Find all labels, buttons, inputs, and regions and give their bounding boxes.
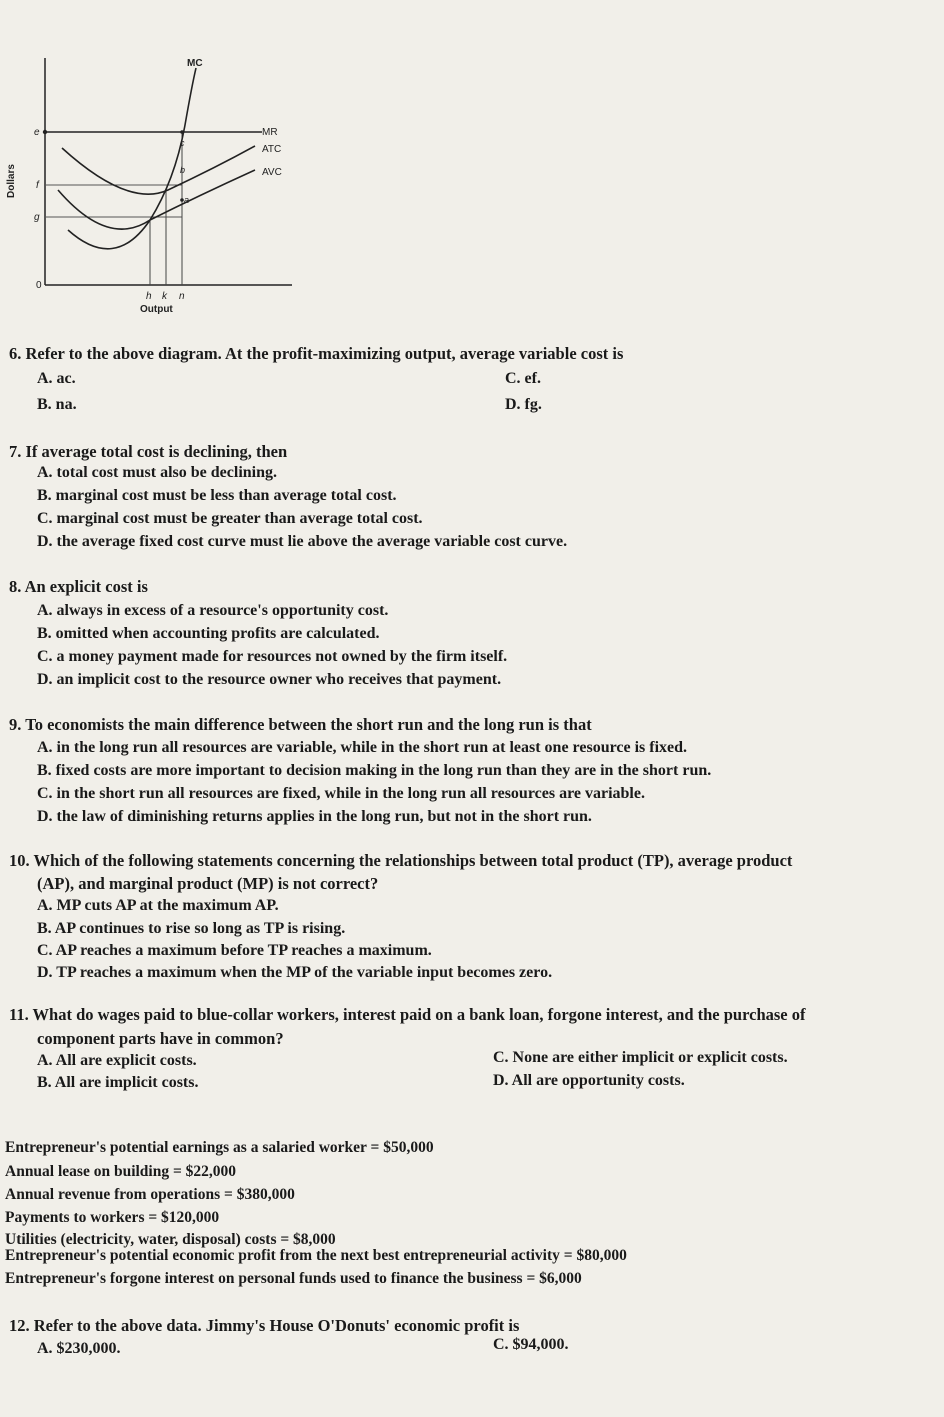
- avc-label: AVC: [262, 167, 282, 178]
- q6-option-d[interactable]: D. fg.: [505, 396, 542, 413]
- q6-stem: 6. Refer to the above diagram. At the profit-maximizing output, average variable cost is: [9, 344, 624, 363]
- cost-curves-diagram: [0, 40, 320, 330]
- q12-option-c[interactable]: C. $94,000.: [493, 1336, 569, 1353]
- q11-stem-line1: 11. What do wages paid to blue-collar workers, interest paid on a bank loan, forgone interest, and the purchase of: [9, 1005, 806, 1024]
- q11-option-c[interactable]: C. None are either implicit or explicit costs.: [493, 1049, 788, 1066]
- data-line-workers: Payments to workers = $120,000: [5, 1209, 220, 1226]
- h-label: h: [146, 291, 152, 302]
- point-c: [180, 130, 184, 134]
- q7-option-a[interactable]: A. total cost must also be declining.: [37, 464, 277, 481]
- q12-option-a[interactable]: A. $230,000.: [37, 1340, 121, 1357]
- q10-stem-line1: 10. Which of the following statements concerning the relationships between total product (TP), average product: [9, 851, 793, 870]
- mc-curve: [68, 68, 196, 249]
- q6-option-a[interactable]: A. ac.: [37, 370, 76, 387]
- g-label: g: [34, 212, 40, 223]
- b-label: b: [180, 165, 186, 175]
- mr-label: MR: [262, 127, 278, 138]
- q6-option-b[interactable]: B. na.: [37, 396, 77, 413]
- data-line-lease: Annual lease on building = $22,000: [5, 1163, 237, 1180]
- q12-stem: 12. Refer to the above data. Jimmy's House O'Donuts' economic profit is: [9, 1316, 520, 1335]
- avc-curve: [58, 170, 255, 229]
- q7-stem: 7. If average total cost is declining, then: [9, 442, 288, 461]
- q8-option-d[interactable]: D. an implicit cost to the resource owner who receives that payment.: [37, 671, 502, 688]
- q11-stem-line2: component parts have in common?: [37, 1029, 284, 1048]
- q9-option-d[interactable]: D. the law of diminishing returns applies in the long run, but not in the short run.: [37, 808, 592, 825]
- data-line-forgone-interest: Entrepreneur's forgone interest on personal funds used to finance the business = $6,000: [5, 1270, 582, 1287]
- k-label: k: [162, 291, 167, 302]
- data-line-earnings: Entrepreneur's potential earnings as a salaried worker = $50,000: [5, 1139, 434, 1156]
- atc-curve: [62, 146, 255, 194]
- q11-option-d[interactable]: D. All are opportunity costs.: [493, 1072, 685, 1089]
- q7-option-b[interactable]: B. marginal cost must be less than average total cost.: [37, 487, 397, 504]
- q10-option-b[interactable]: B. AP continues to rise so long as TP is rising.: [37, 920, 346, 937]
- q10-option-a[interactable]: A. MP cuts AP at the maximum AP.: [37, 897, 279, 914]
- x-axis-label: Output: [140, 304, 173, 315]
- q10-option-d[interactable]: D. TP reaches a maximum when the MP of the variable input becomes zero.: [37, 964, 553, 981]
- q9-option-b[interactable]: B. fixed costs are more important to decision making in the long run than they are in the short run.: [37, 762, 712, 779]
- data-line-next-best-profit: Entrepreneur's potential economic profit from the next best entrepreneurial activity = $80,000: [5, 1247, 627, 1264]
- n-label: n: [179, 291, 185, 302]
- atc-label: ATC: [262, 144, 282, 155]
- q8-option-c[interactable]: C. a money payment made for resources not owned by the firm itself.: [37, 648, 508, 665]
- q9-option-a[interactable]: A. in the long run all resources are variable, while in the short run at least one resource is fixed.: [37, 739, 688, 756]
- e-label: e: [34, 127, 40, 138]
- point-e: [43, 130, 47, 134]
- q11-option-a[interactable]: A. All are explicit costs.: [37, 1052, 197, 1069]
- q10-option-c[interactable]: C. AP reaches a maximum before TP reaches a maximum.: [37, 942, 432, 959]
- data-line-utilities: Utilities (electricity, water, disposal) costs = $8,000: [5, 1231, 336, 1248]
- c-label: c: [180, 138, 185, 148]
- q6-option-c[interactable]: C. ef.: [505, 370, 541, 387]
- q11-option-b[interactable]: B. All are implicit costs.: [37, 1074, 199, 1091]
- origin-label: 0: [36, 280, 42, 291]
- f-label: f: [36, 180, 39, 191]
- q7-option-c[interactable]: C. marginal cost must be greater than average total cost.: [37, 510, 423, 527]
- q9-option-c[interactable]: C. in the short run all resources are fixed, while in the long run all resources are variable.: [37, 785, 645, 802]
- mc-label: MC: [187, 58, 203, 69]
- q10-stem-line2: (AP), and marginal product (MP) is not correct?: [37, 874, 379, 893]
- q8-option-b[interactable]: B. omitted when accounting profits are calculated.: [37, 625, 380, 642]
- q8-option-a[interactable]: A. always in excess of a resource's opportunity cost.: [37, 602, 389, 619]
- q7-option-d[interactable]: D. the average fixed cost curve must lie above the average variable cost curve.: [37, 533, 568, 550]
- data-line-revenue: Annual revenue from operations = $380,000: [5, 1186, 295, 1203]
- q9-stem: 9. To economists the main difference between the short run and the long run is that: [9, 715, 592, 734]
- y-axis-label: Dollars: [6, 164, 17, 198]
- q8-stem: 8. An explicit cost is: [9, 577, 148, 596]
- a-label: a: [184, 195, 190, 205]
